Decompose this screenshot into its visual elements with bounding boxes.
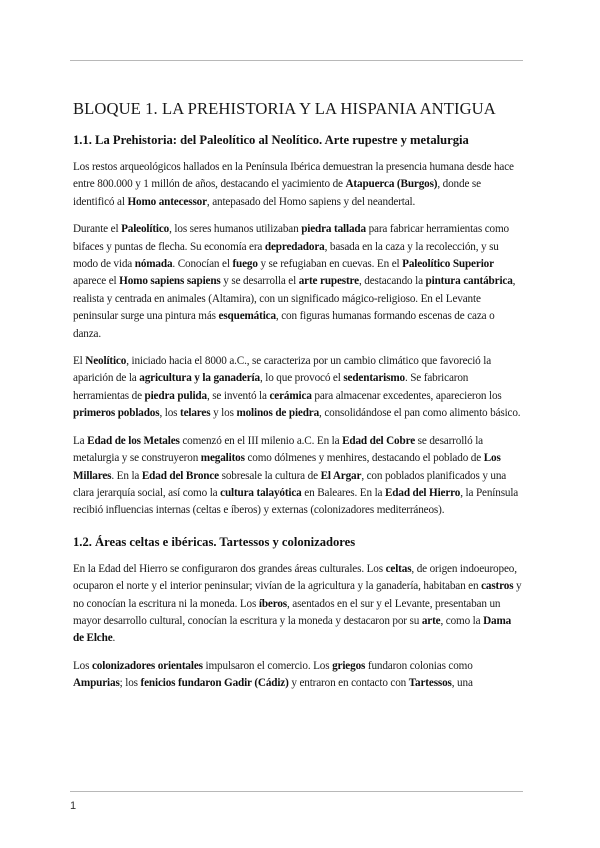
bold-term: piedra tallada <box>301 223 366 236</box>
page-number: 1 <box>70 800 77 812</box>
text-run: , consolidándose el pan como alimento básico. <box>319 407 521 420</box>
bold-term: El Argar <box>320 469 362 482</box>
text-run: , se inventó la <box>206 389 270 402</box>
text-run: Los restos arqueológicos hallados en la Península Ibérica demuestran la presencia humana desde hace entre 800.000 y 1 millón de años, destacando el yacimiento de <box>73 161 514 191</box>
bold-term: sedentarismo <box>343 372 405 385</box>
text-run: . En la <box>111 469 142 482</box>
text-run: impulsaron el comercio. Los <box>202 659 333 672</box>
text-run: , donde se identificó al <box>73 178 481 208</box>
text-run: , iniciado hacia el 8000 a.C., se caracteriza por un cambio climático que favoreció la aparición de la <box>73 355 492 385</box>
text-run: , con poblados planificados y una clara jerarquía social, así como la <box>73 469 507 499</box>
paragraph <box>73 433 523 520</box>
bold-term: Edad del Hierro <box>385 486 461 499</box>
bold-term: Dama de Elche <box>73 614 512 645</box>
text-run: comenzó en el III milenio a.C. En la <box>179 434 343 447</box>
text-run: y entraron en contacto con <box>288 677 409 690</box>
page-title: BLOQUE 1. LA PREHISTORIA Y LA HISPANIA ANTIGUA <box>73 99 496 118</box>
bold-term: Ampurias <box>73 677 120 690</box>
bold-term: arte <box>421 614 441 627</box>
text-run: , como la <box>440 614 484 627</box>
text-run: La <box>73 434 88 447</box>
text-run: se desarrolló la metalurgia y se construyeron <box>73 434 483 465</box>
bold-term: Tartessos <box>408 677 452 690</box>
text-run: fundaron colonias como <box>365 659 473 672</box>
text-run: y se refugiaban en cuevas. En el <box>257 258 403 271</box>
text-run: aparece el <box>73 275 120 288</box>
bold-term: Paleolítico <box>121 223 170 236</box>
text-run: para fabricar herramientas como bifaces y puntas de flecha. Su economía era <box>73 223 509 253</box>
bold-term: Paleolítico Superior <box>402 258 494 271</box>
bold-term: Homo antecessor <box>127 195 207 208</box>
paragraph <box>73 658 523 693</box>
text-run: , lo que provocó el <box>259 372 344 385</box>
text-run: Los <box>73 659 92 672</box>
bold-term: nómada <box>134 258 173 271</box>
bold-term: fenicios fundaron Gadir (Cádiz) <box>140 677 289 690</box>
text-run: , con figuras humanas formando escenas de caza o danza. <box>73 310 495 340</box>
bold-term: cerámica <box>269 389 312 402</box>
text-run: , la Península recibió influencias internas (celtas e íberos) y externas (colonizadores mediterráneos). <box>73 486 519 517</box>
bold-term: Edad del Cobre <box>342 434 416 447</box>
bold-term: megalitos <box>200 452 245 465</box>
bold-term: Los Millares <box>73 452 501 482</box>
text-run: ; los <box>119 677 141 690</box>
bold-term: primeros poblados <box>73 407 160 420</box>
bold-term: cultura talayótica <box>220 486 302 499</box>
text-run: , los <box>159 407 180 420</box>
text-run: , una <box>451 677 473 690</box>
paragraph <box>73 353 523 423</box>
bold-term: esquemática <box>218 310 276 323</box>
text-run: El <box>73 355 86 368</box>
bold-term: colonizadores orientales <box>91 659 203 672</box>
footer-rule <box>70 791 523 792</box>
text-run: . Se fabricaron herramientas de <box>73 372 469 402</box>
text-run: , los seres humanos utilizaban <box>169 223 302 236</box>
text-run: , de origen indoeuropeo, ocuparon el norte y el interior peninsular; vivían de la agricultura y la ganadería, habitaban en <box>73 562 517 593</box>
paragraph <box>73 221 523 343</box>
text-run: en Baleares. En la <box>301 486 385 499</box>
header-rule <box>70 60 523 61</box>
text-run: , basada en la caza y la recolección, y su modo de vida <box>73 240 499 271</box>
paragraph <box>73 159 523 211</box>
text-run: , asentados en el sur y el Levante, presentaban un mayor desarrollo cultural, conocían la escritura y la moneda y destacaron por su <box>73 597 501 627</box>
document-body <box>73 98 523 703</box>
bold-term: pintura cantábrica <box>425 275 513 288</box>
text-run: para almacenar excedentes, aparecieron los <box>311 389 502 402</box>
bold-term: Edad del Bronce <box>141 469 219 482</box>
bold-term: íberos <box>258 597 287 610</box>
text-run: y se desarrolla el <box>220 275 299 288</box>
text-run: En la Edad del Hierro se configuraron dos grandes áreas culturales. Los <box>73 562 386 575</box>
bold-term: fuego <box>232 258 258 271</box>
text-run: , antepasado del Homo sapiens y del neandertal. <box>206 195 416 208</box>
section-heading-1-1: 1.1. La Prehistoria: del Paleolítico al Neolítico. Arte rupestre y metalurgia <box>73 133 469 147</box>
text-run: Durante el <box>73 223 122 236</box>
bold-term: Neolítico <box>85 355 127 368</box>
text-run: como dólmenes y menhires, destacando el poblado de <box>244 452 484 465</box>
bold-term: celtas <box>385 562 412 575</box>
bold-term: agricultura y la ganadería <box>139 372 260 385</box>
text-run: , realista y centrada en animales (Altamira), con un significado mágico-religioso. En el Levante peninsular surge una pintura más <box>73 275 516 323</box>
bold-term: Edad de los Metales <box>87 434 180 447</box>
bold-term: griegos <box>332 659 366 672</box>
section-heading-1-2: 1.2. Áreas celtas e ibéricas. Tartessos y colonizadores <box>73 534 356 549</box>
bold-term: molinos de piedra <box>236 407 320 420</box>
text-run: . <box>112 632 116 645</box>
bold-term: depredadora <box>264 240 325 253</box>
bold-term: Atapuerca (Burgos) <box>345 178 438 191</box>
bold-term: piedra pulida <box>144 389 207 402</box>
text-run: . Conocían el <box>172 258 233 271</box>
text-run: , destacando la <box>358 275 426 288</box>
text-run: y los <box>210 407 237 420</box>
bold-term: telares <box>180 407 211 420</box>
text-run: sobresale la cultura de <box>219 469 321 482</box>
text-run: y no conocían la escritura ni la moneda. Los <box>73 580 522 610</box>
bold-term: arte rupestre <box>298 275 359 288</box>
bold-term: Homo sapiens sapiens <box>119 275 221 288</box>
bold-term: castros <box>481 580 514 593</box>
paragraph <box>73 561 523 648</box>
